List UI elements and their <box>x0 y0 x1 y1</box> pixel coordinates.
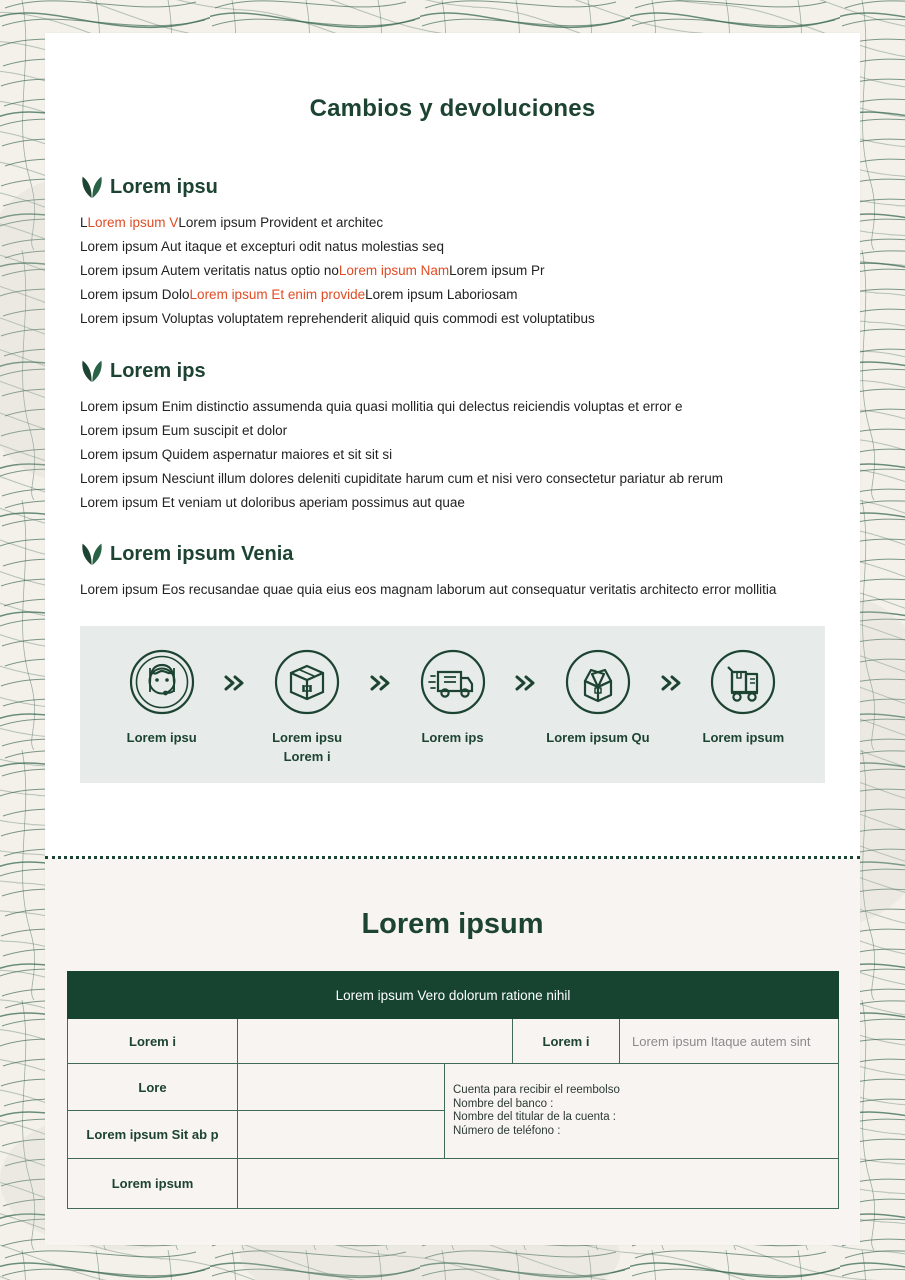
text-run: Lorem ipsum Voluptas voluptatem reprehenderit aliquid quis commodi est voluptatibus <box>80 311 595 326</box>
text-run: Lorem ipsum Quidem aspernatur maiores et sit sit si <box>80 447 393 462</box>
section-lines <box>80 211 825 331</box>
highlighted-text-run: Lorem ipsum Et enim provide <box>189 287 366 302</box>
highlighted-text-run: Lorem ipsum V <box>87 215 179 230</box>
text-line <box>80 443 825 467</box>
bank-detail-line: Nombre del banco : <box>453 1097 554 1110</box>
double-chevron-right-icon <box>221 672 247 694</box>
support-agent-headset-icon <box>128 648 196 716</box>
row-label: Lorem ipsum Sit ab p <box>68 1111 238 1159</box>
table-row <box>68 1159 839 1209</box>
row-input-cell[interactable] <box>238 1111 445 1159</box>
text-run: Lorem ipsum Aut itaque et excepturi odit natus molestias seq <box>80 239 444 254</box>
bank-detail-line: Número de teléfono : <box>453 1124 561 1137</box>
text-line <box>80 235 825 259</box>
text-run: Lorem ipsum Et veniam ut doloribus aperiam possimus aut quae <box>80 495 465 510</box>
section-lines <box>80 395 825 515</box>
leaf-sprout-icon <box>81 359 103 383</box>
process-step-label: Lorem ipsum Qu <box>546 730 650 745</box>
return-process-strip <box>80 626 825 783</box>
text-line <box>80 467 825 491</box>
process-step-label: Lorem ipsum <box>702 730 785 745</box>
text-line <box>80 419 825 443</box>
row-placeholder-value[interactable]: Lorem ipsum Itaque autem sint <box>620 1019 839 1064</box>
text-run: Lorem ipsum Autem veritatis natus optio no <box>80 263 339 278</box>
sealed-package-box-icon <box>273 648 341 716</box>
text-line <box>80 395 825 419</box>
text-line <box>80 211 825 235</box>
text-run: Lorem ipsum Pr <box>449 263 545 278</box>
process-step-label: Lorem ipsu <box>126 730 197 745</box>
text-line <box>80 578 825 602</box>
section-block <box>80 123 825 331</box>
text-line <box>80 283 825 307</box>
bank-details-cell[interactable] <box>445 1064 839 1159</box>
process-step-label: Lorem ipsu Lorem i <box>272 730 343 764</box>
row-label: Lorem ipsum <box>68 1159 238 1209</box>
text-line <box>80 491 825 515</box>
section-heading-text: Lorem ips <box>110 359 206 382</box>
text-run: Lorem ipsum Laboriosam <box>365 287 518 302</box>
policy-section <box>45 33 860 856</box>
section-block <box>80 515 825 602</box>
process-step <box>393 648 512 747</box>
section-heading-text: Lorem ipsu <box>110 175 218 198</box>
double-chevron-right-icon <box>658 672 684 694</box>
process-step <box>684 648 803 747</box>
row-label: Lore <box>68 1064 238 1111</box>
process-step <box>102 648 221 747</box>
leaf-sprout-icon <box>81 175 103 199</box>
text-line <box>80 307 825 331</box>
row-input-cell[interactable] <box>238 1064 445 1111</box>
process-step <box>247 648 366 766</box>
section-heading <box>80 542 825 566</box>
double-chevron-right-icon <box>367 672 393 694</box>
document-card <box>45 33 860 1245</box>
return-form-section <box>45 859 860 1245</box>
form-title: Lorem ipsum <box>361 908 544 940</box>
return-form-table <box>67 971 839 1209</box>
highlighted-text-run: Lorem ipsum Nam <box>338 263 450 278</box>
process-step <box>538 648 657 747</box>
section-heading <box>80 175 825 199</box>
section-heading-text: Lorem ipsum Venia <box>110 542 294 565</box>
table-header-cell: Lorem ipsum Vero dolorum ratione nihil <box>68 972 839 1019</box>
text-run: Lorem ipsum Dolo <box>80 287 190 302</box>
text-run: Lorem ipsum Eos recusandae quae quia eius eos magnam laborum aut consequatur veritatis architecto error mollitia <box>80 582 777 597</box>
section-heading <box>80 359 825 383</box>
row-label-secondary: Lorem i <box>513 1019 620 1064</box>
bank-detail-line: Cuenta para recibir el reembolso <box>453 1084 620 1096</box>
open-package-box-icon <box>564 648 632 716</box>
section-block <box>80 331 825 515</box>
double-chevron-right-icon <box>512 672 538 694</box>
text-run: L <box>80 215 88 230</box>
text-run: Lorem ipsum Eum suscipit et dolor <box>80 423 288 438</box>
hand-truck-dolly-icon <box>709 648 777 716</box>
row-input-cell[interactable] <box>238 1019 513 1064</box>
row-input-cell[interactable] <box>238 1159 839 1209</box>
table-row <box>68 1064 839 1111</box>
table-header-row <box>68 972 839 1019</box>
text-run: Lorem ipsum Nesciunt illum dolores deleniti cupiditate harum cum et nisi vero consectetur pariatur ab rerum <box>80 471 724 486</box>
bank-detail-line: Nombre del titular de la cuenta : <box>453 1111 617 1123</box>
delivery-truck-icon <box>419 648 487 716</box>
section-lines <box>80 578 825 602</box>
table-row <box>68 1019 839 1064</box>
leaf-sprout-icon <box>81 542 103 566</box>
text-line <box>80 259 825 283</box>
process-step-label: Lorem ips <box>421 730 484 745</box>
text-run: Lorem ipsum Enim distinctio assumenda quia quasi mollitia qui delectus reiciendis voluptas et error e <box>80 399 683 414</box>
row-label: Lorem i <box>68 1019 238 1064</box>
text-run: Lorem ipsum Provident et architec <box>178 215 384 230</box>
page-title: Cambios y devoluciones <box>309 95 596 122</box>
